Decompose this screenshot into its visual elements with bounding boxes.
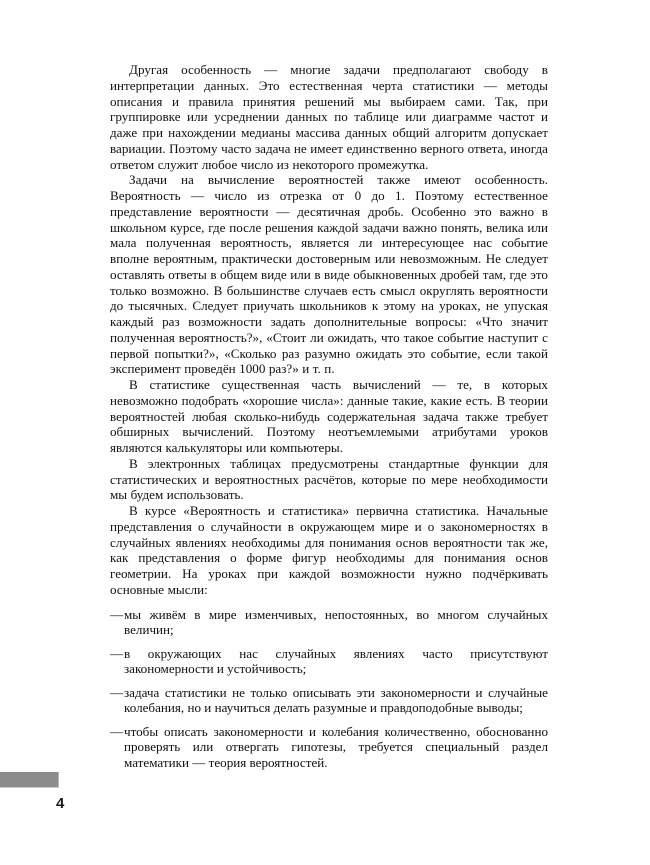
paragraph-3: В статистике существенная часть вычислений — те, в которых невозможно подобрать «хорошие числа»: данные такие, какие есть. В теории вероятностей любая сколько-нибудь содержательная задача также требует обширных вычислений. Поэтому неотъемлемыми атрибутами уроков являются калькуляторы или компьютеры. xyxy=(110,377,548,455)
bullet-list-block xyxy=(110,607,548,771)
paragraph-2: Задачи на вычисление вероятностей также имеют особенность. Вероятность — число из отрезка от 0 до 1. Поэтому естественное представление вероятности — десятичная дробь. Особенно это важно в школьном курсе, где после решения каждой задачи важно понять, велика или мала полученная вероятность, является ли интересующее нас событие вполне вероятным, практически достоверным или невозможным. Не следует оставлять ответы в общем виде или в виде обыкновенных дробей там, где это только возможно. В большинстве случаев есть смысл округлять вероятности до тысячных. Следует приучать школьников к этому на уроках, не упуская каждый раз возможности задать дополнительные вопросы: «Что значит полученная вероятность?», «Стоит ли ожидать, что такое событие наступит с первой попытки?», «Сколько раз разумно ожидать это событие, если такой эксперимент проведён 1000 раз?» и т. п. xyxy=(110,172,548,377)
em-dash-marker: — xyxy=(110,645,124,661)
list-item xyxy=(110,607,548,639)
text-column xyxy=(110,62,548,771)
thumb-index-tab xyxy=(0,772,59,788)
paragraph-4: В электронных таблицах предусмотрены стандартные функции для статистических и вероятностных расчётов, которые по мере необходимости мы будем использовать. xyxy=(110,455,548,503)
bullet-list xyxy=(110,607,548,771)
list-item xyxy=(110,685,548,717)
page-number: 4 xyxy=(56,795,65,812)
em-dash-marker: — xyxy=(110,606,124,622)
paragraph-5: В курсе «Вероятность и статистика» первична статистика. Начальные представления о случайности в окружающем мире и о закономерностях в случайных явлениях необходимы для понимания основ вероятности так же, как представления о форме фигур необходимы для понимания основ геометрии. На уроках при каждой возможности нужно подчёркивать основные мысли: xyxy=(110,503,548,597)
list-item-text: мы живём в мире изменчивых, непостоянных, во многом случайных величин; xyxy=(124,606,548,638)
list-item-text: задача статистики не только описывать эти закономерности и случайные колебания, но и научиться делать разумные и правдоподобные выводы; xyxy=(124,684,548,716)
em-dash-marker: — xyxy=(110,723,124,739)
em-dash-marker: — xyxy=(110,684,124,700)
paragraph-1: Другая особенность — многие задачи предполагают свободу в интерпретации данных. Это естественная черта статистики — методы описания и правила принятия решений мы выбираем сами. Так, при группировке или усреднении данных по таблице или диаграмме частот и даже при нахождении медианы массива данных общий алгоритм допускает вариации. Поэтому часто задача не имеет единственно верного ответа, иногда ответом служит любое число из некоторого промежутка. xyxy=(110,62,548,172)
list-item-text: в окружающих нас случайных явлениях часто присутствуют закономерности и устойчивость; xyxy=(124,645,548,677)
list-item-text: чтобы описать закономерности и колебания количественно, обоснованно проверять или отвергать гипотезы, требуется специальный раздел математики — теория вероятностей. xyxy=(124,723,548,770)
list-item xyxy=(110,646,548,678)
list-item xyxy=(110,724,548,771)
